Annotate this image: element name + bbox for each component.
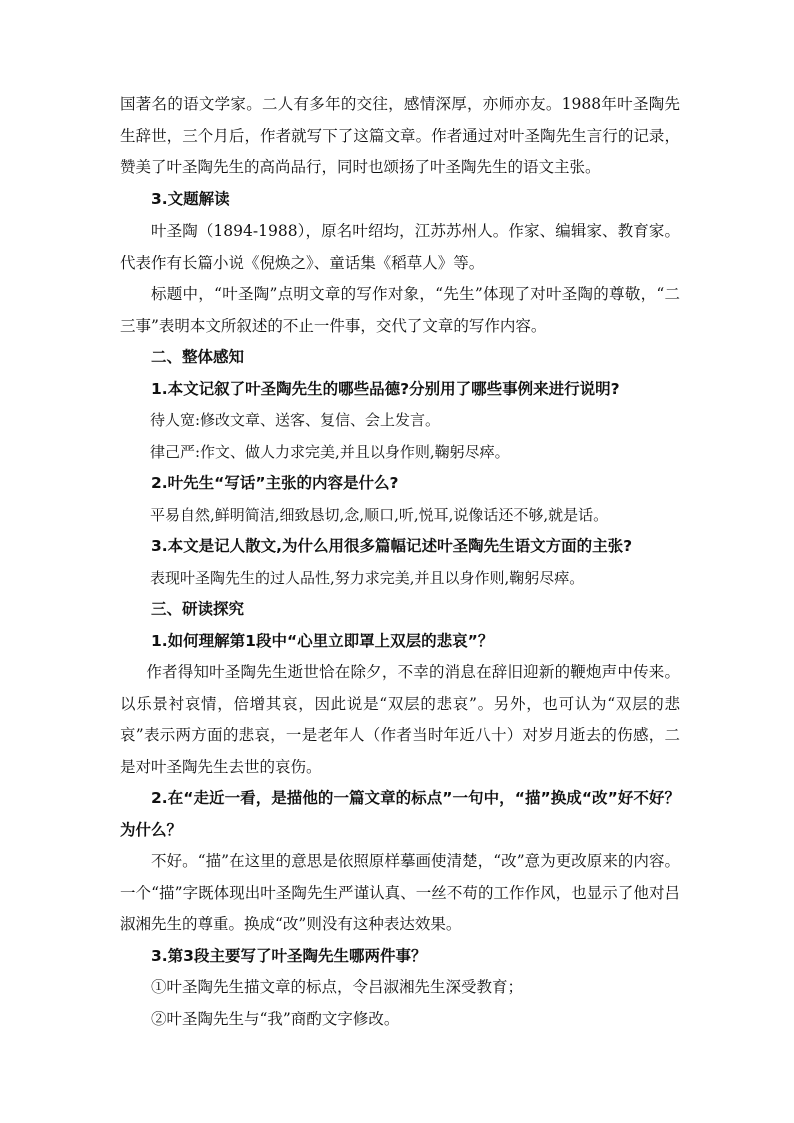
part2-answer-1-line-2: 律己严:作文、做人力求完美,并且以身作则,鞠躬尽瘁。	[150, 443, 510, 461]
part3-question-1: 1.如何理解第1段中“心里立即罩上双层的悲哀”？	[151, 632, 494, 650]
part2-question-1: 1.本文记叙了叶圣陶先生的哪些品德?分别用了哪些事例来进行说明?	[151, 380, 620, 398]
part3-answer-2: 不好。“描”在这里的意思是依照原样摹画使清楚，“改”意为更改原来的内容。一个“描”字既体现出叶圣陶先生严谨认真、一丝不苟的工作作风，也显示了他对吕淑湘先生的尊重。换成“改”则没有这种表达效果。	[120, 852, 680, 933]
part2-answer-2: 平易自然,鲜明简洁,细致恳切,念,顺口,听,悦耳,说像话还不够,就是话。	[150, 506, 609, 524]
part2-answer-3: 表现叶圣陶先生的过人品性,努力求完美,并且以身作则,鞠躬尽瘁。	[150, 569, 585, 587]
part2-question-2: 2.叶先生“写话”主张的内容是什么?	[151, 474, 399, 492]
part3-question-2: 2.在“走近一看，是描他的一篇文章的标点”一句中，“描”换成“改”好不好？为什么？	[120, 789, 680, 839]
section-title-reading: 3.文题解读	[151, 190, 230, 208]
part2-title: 二、整体感知	[151, 348, 245, 366]
part3-answer-1: 作者得知叶圣陶先生逝世恰在除夕，不幸的消息在辞旧迎新的鞭炮声中传来。以乐景衬哀情，倍增其哀，因此说是“双层的悲哀”。另外，也可认为“双层的悲哀”表示两方面的悲哀，一是老年人（作者当时年近八十）对岁月逝去的伤感，二是对叶圣陶先生去世的哀伤。	[120, 663, 680, 776]
part3-title: 三、研读探究	[151, 600, 245, 618]
intro-paragraph: 国著名的语文学家。二人有多年的交往，感情深厚，亦师亦友。1988年叶圣陶先生辞世，三个月后，作者就写下了这篇文章。作者通过对叶圣陶先生言行的记录，赞美了叶圣陶先生的高尚品行，同时也颂扬了叶圣陶先生的语文主张。	[120, 95, 680, 176]
part3-answer-3-line-2: ②叶圣陶先生与“我”商酌文字修改。	[151, 1010, 400, 1028]
title-reading-paragraph-1: 叶圣陶（1894-1988），原名叶绍均，江苏苏州人。作家、编辑家、教育家。代表作有长篇小说《倪焕之》、童话集《稻草人》等。	[120, 222, 680, 272]
part3-answer-3-line-1: ①叶圣陶先生描文章的标点，令吕淑湘先生深受教育；	[151, 978, 524, 996]
part3-question-3: 3.第3段主要写了叶圣陶先生哪两件事？	[151, 947, 427, 965]
title-reading-paragraph-2: 标题中，“叶圣陶”点明文章的写作对象，“先生”体现了对叶圣陶的尊敬，“二三事”表明本文所叙述的不止一件事，交代了文章的写作内容。	[120, 285, 680, 335]
part2-answer-1-line-1: 待人宽:修改文章、送客、复信、会上发言。	[150, 411, 441, 429]
part2-question-3: 3.本文是记人散文,为什么用很多篇幅记述叶圣陶先生语文方面的主张?	[151, 537, 633, 555]
